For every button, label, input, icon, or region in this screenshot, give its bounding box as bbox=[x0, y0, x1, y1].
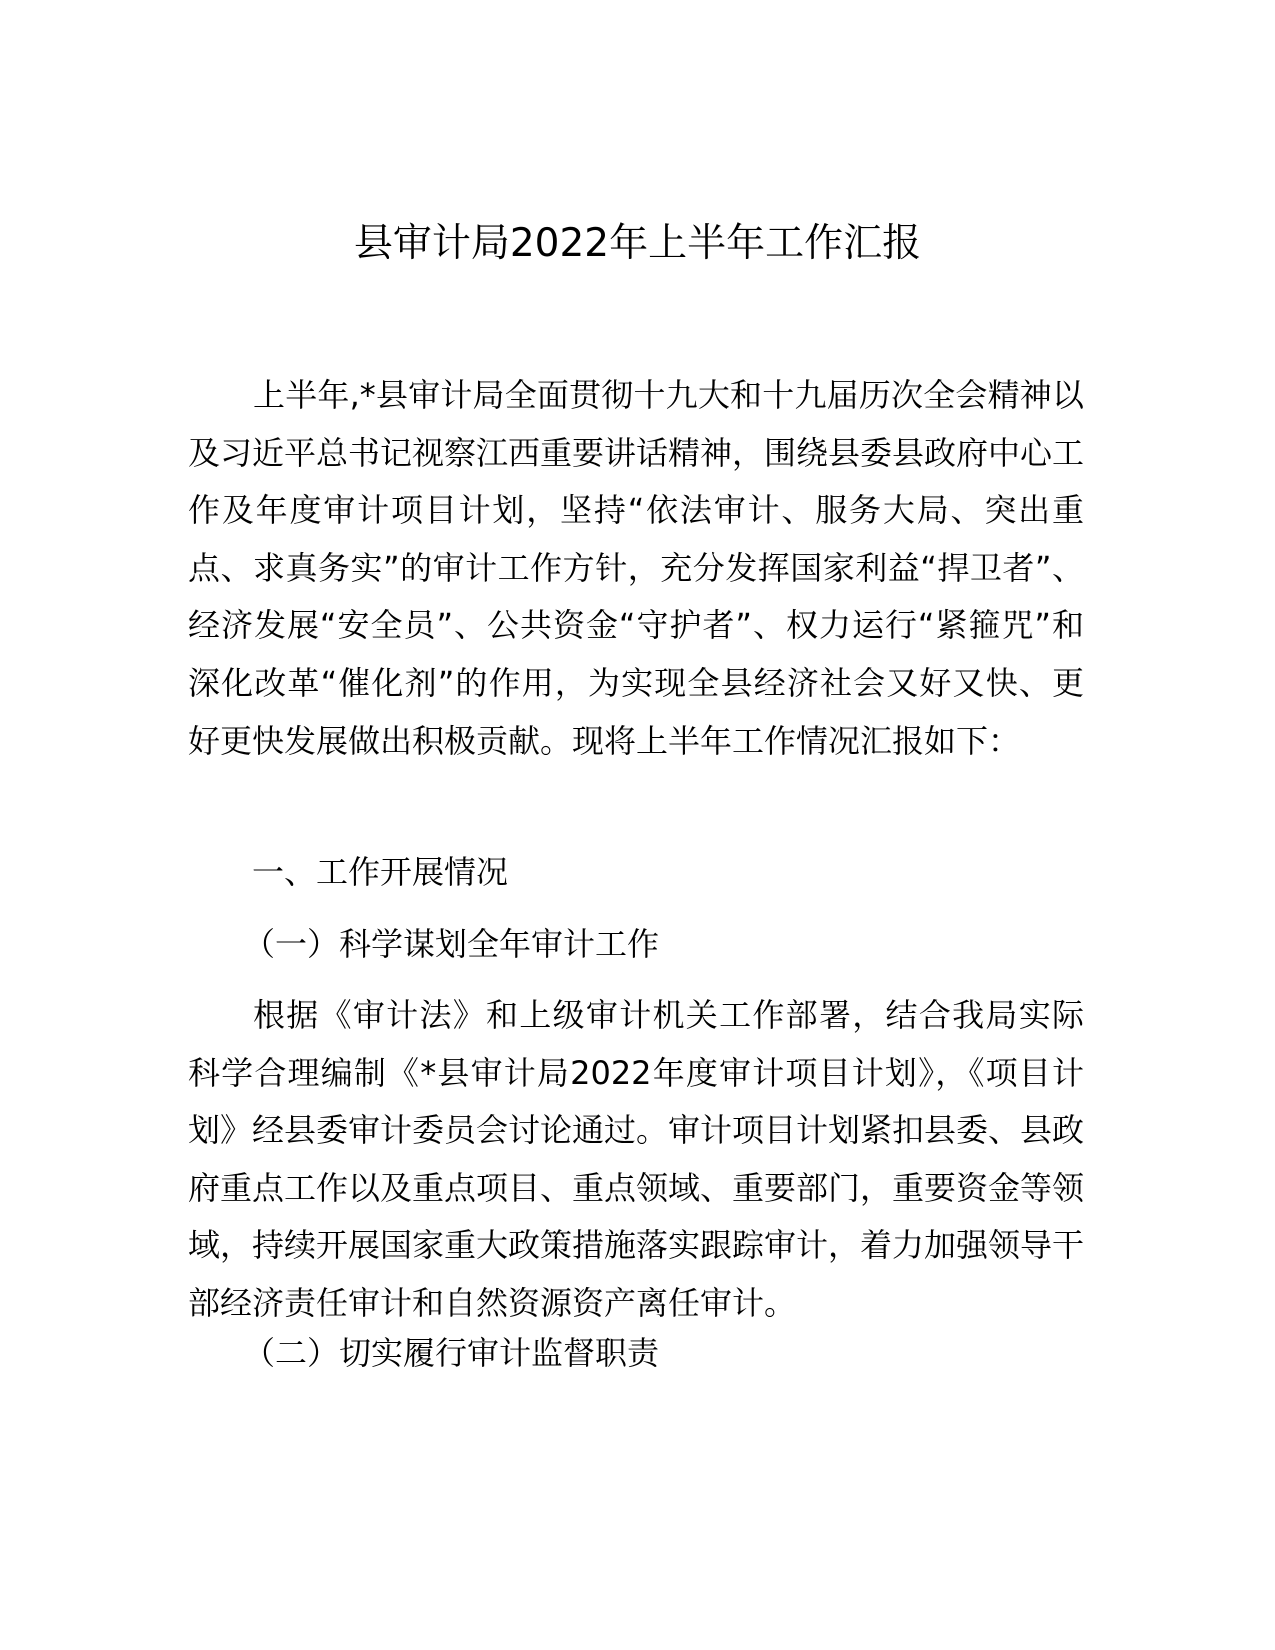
document-title: 县审计局2022年上半年工作汇报 bbox=[353, 221, 922, 266]
planning-paragraph: 根据《审计法》和上级审计机关工作部署，结合我局实际科学合理编制《*县审计局2022年度审计项目计划》，《项目计划》经县委审计委员会讨论通过。审计项目计划紧扣县委、县政府重点工作以及重点项目、重点领域、重要部门，重要资金等领域，持续开展国家重大政策措施落实跟踪审计，着力加强领导干部经济责任审计和自然资源资产离任审计。 bbox=[188, 996, 1085, 1322]
subsection-heading-supervision: （二）切实履行审计监督职责 bbox=[243, 1334, 660, 1372]
intro-paragraph: 上半年,*县审计局全面贯彻十九大和十九届历次全会精神以及习近平总书记视察江西重要讲话精神，围绕县委县政府中心工作及年度审计项目计划，坚持“依法审计、服务大局、突出重点、求真务实”的审计工作方针，充分发挥国家利益“捍卫者”、经济发展“安全员”、公共资金“守护者”、权力运行“紧箍咒”和深化改革“催化剂”的作用，为实现全县经济社会又好又快、更好更快发展做出积极贡献。现将上半年工作情况汇报如下： bbox=[188, 376, 1085, 760]
section-heading-work-progress: 一、工作开展情况 bbox=[252, 853, 509, 891]
subsection-heading-planning: （一）科学谋划全年审计工作 bbox=[243, 925, 660, 963]
